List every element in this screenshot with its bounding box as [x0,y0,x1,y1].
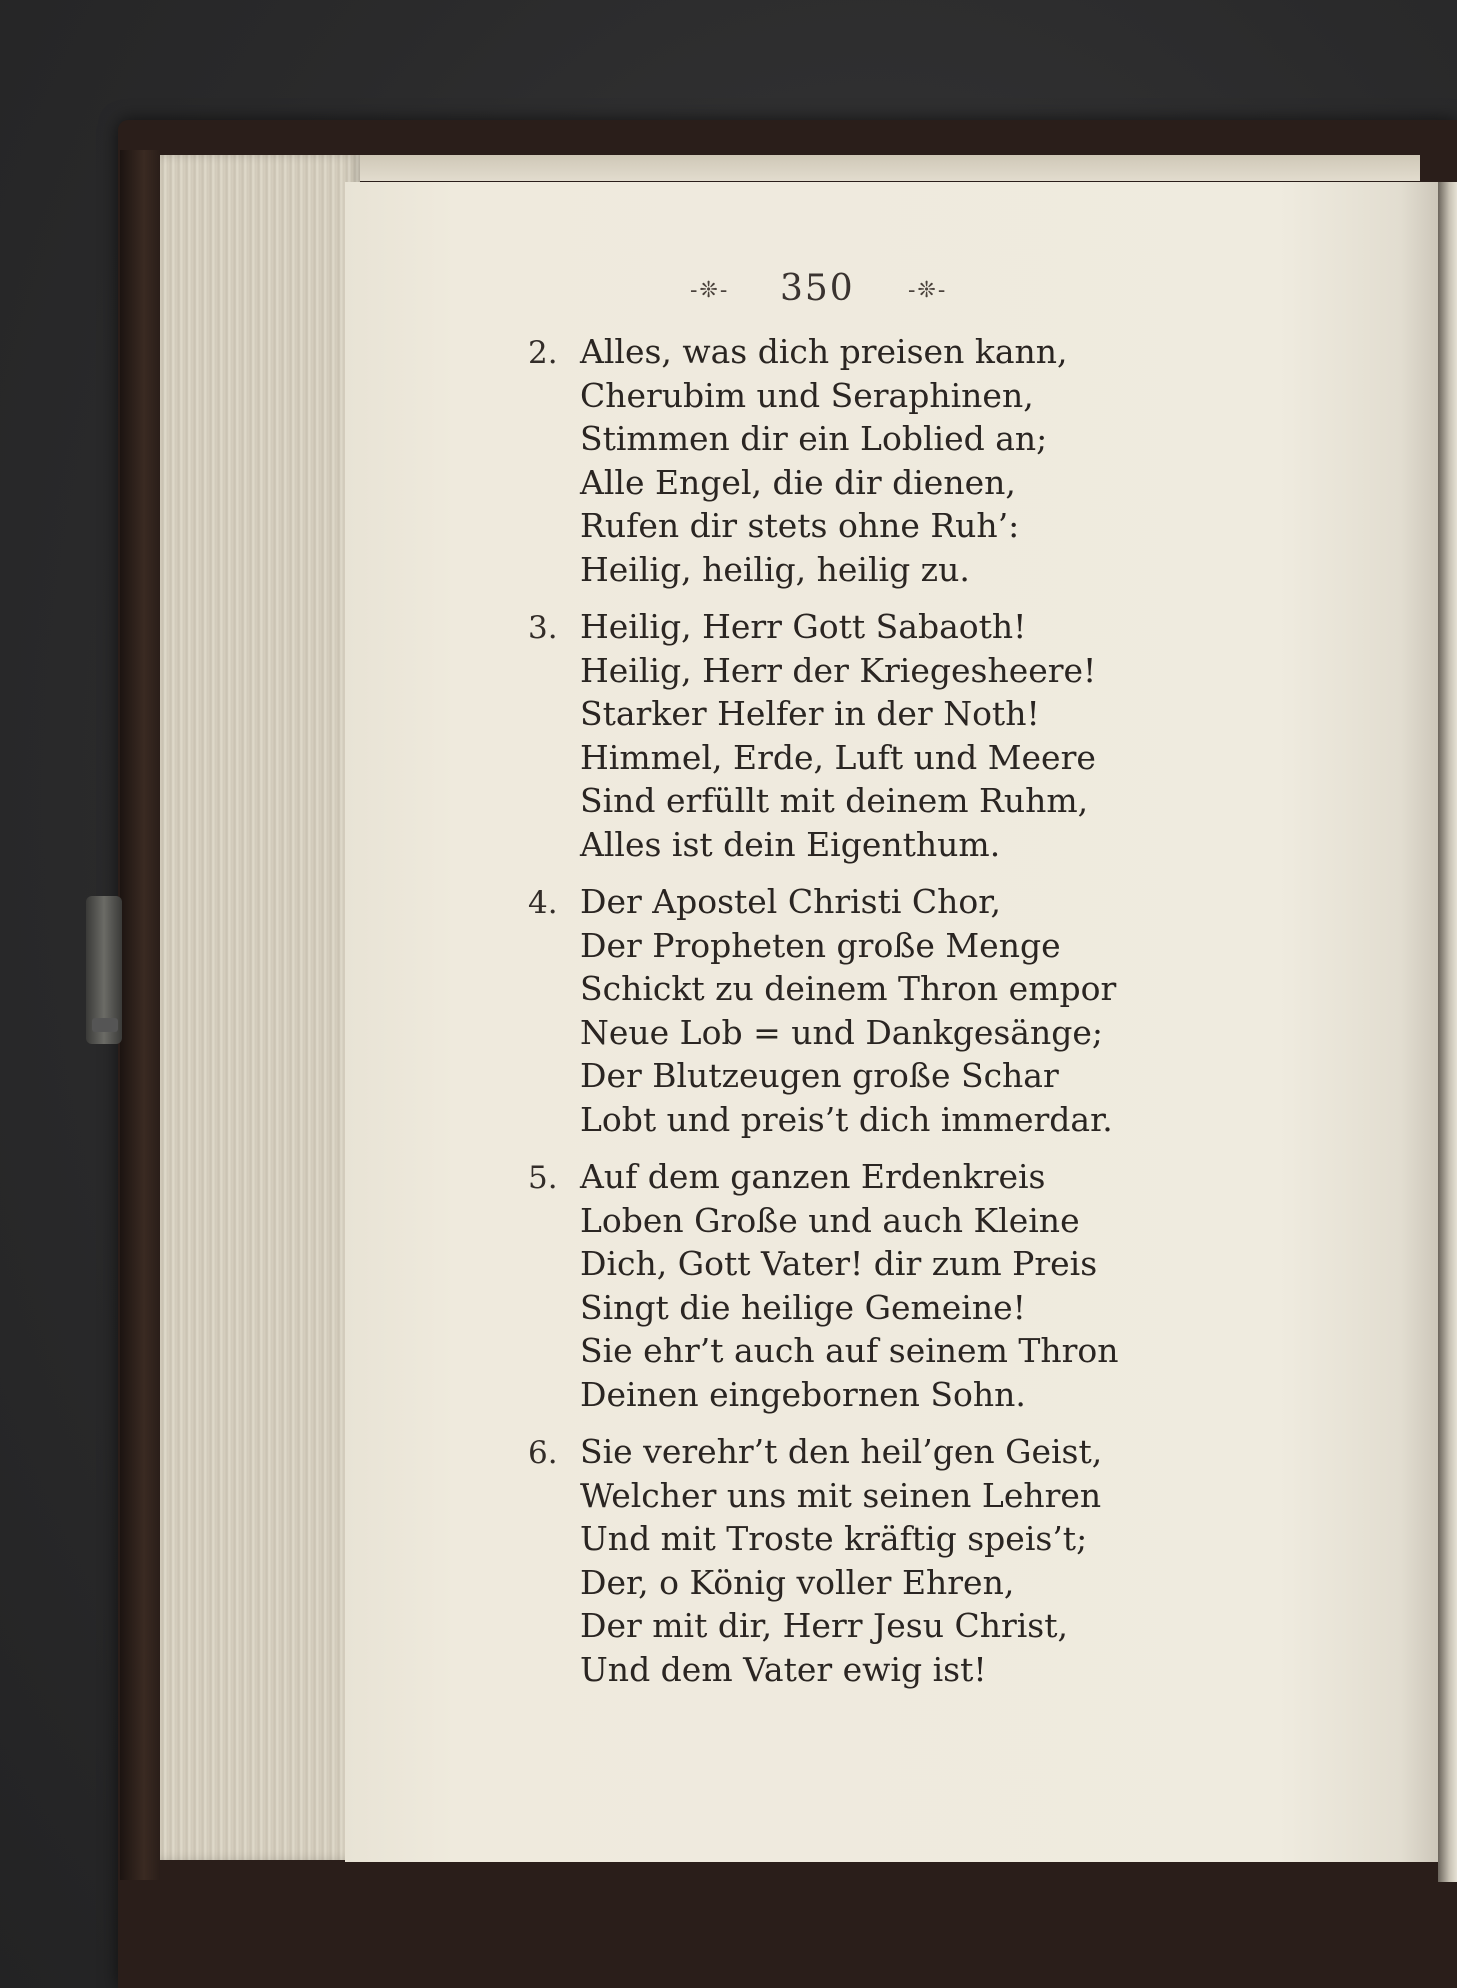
verse-line: Sind erfüllt mit deinem Ruhm, [580,781,1089,820]
verse-line: Cherubim und Seraphinen, [580,375,1034,415]
verse-5 [528,1155,1440,1416]
verse-number: 6. [528,1435,558,1471]
verse-line: Sie ehr’t auch auf seinem Thron [580,1331,1119,1370]
verse-line: Schickt zu deinem Thron empor [580,969,1117,1008]
hymn-text [528,330,1440,1705]
verse-4 [528,880,1440,1141]
page-number: 350 [780,268,855,309]
verse-line: Deinen eingebornen Sohn. [580,1374,1026,1414]
verse-line: Loben Große und auch Kleine [580,1200,1080,1240]
book-spine-edge [120,150,160,1880]
verse-line: Der Apostel Christi Chor, [580,882,1001,921]
verse-line: Der, o König voller Ehren, [580,1562,1015,1602]
verse-line: Und dem Vater ewig ist! [580,1649,987,1689]
page-stack-edges [160,155,360,1860]
verse-line: Rufen dir stets ohne Ruh’: [580,506,1020,545]
verse-2 [528,330,1440,591]
verse-line: Sie verehr’t den heil’gen Geist, [580,1432,1103,1471]
verse-number: 2. [528,335,558,371]
verse-line: Alle Engel, die dir dienen, [580,462,1016,502]
verse-number: 4. [528,885,558,921]
verse-line: Singt die heilige Gemeine! [580,1287,1026,1327]
verse-line: Heilig, Herr der Kriegesheere! [580,650,1097,690]
verse-line: Neue Lob = und Dankgesänge; [580,1012,1104,1052]
verse-line: Heilig, Herr Gott Sabaoth! [580,607,1027,646]
verse-line: Welcher uns mit seinen Lehren [580,1475,1102,1515]
verse-line: Stimmen dir ein Loblied an; [580,419,1048,458]
verse-line: Dich, Gott Vater! dir zum Preis [580,1244,1098,1283]
verse-line: Der Blutzeugen große Schar [580,1056,1059,1095]
verse-6 [528,1430,1440,1691]
verse-line: Alles, was dich preisen kann, [580,332,1068,371]
ornament-left-icon: -❊- [690,278,730,303]
verse-line: Himmel, Erde, Luft und Meere [580,737,1096,777]
verse-line: Starker Helfer in der Noth! [580,694,1040,733]
clasp-hinge-icon [92,1018,118,1032]
verse-line: Der Propheten große Menge [580,925,1061,965]
verse-line: Lobt und preis’t dich immerdar. [580,1099,1113,1139]
verse-number: 5. [528,1160,558,1196]
verse-line: Und mit Troste kräftig speis’t; [580,1519,1088,1558]
verse-line: Der mit dir, Herr Jesu Christ, [580,1606,1068,1645]
verse-number: 3. [528,610,558,646]
page-header [690,268,948,309]
verse-line: Heilig, heilig, heilig zu. [580,549,970,589]
verse-3 [528,605,1440,866]
verse-line: Auf dem ganzen Erdenkreis [580,1157,1046,1196]
verse-line: Alles ist dein Eigenthum. [580,824,1001,864]
page-gutter [1438,182,1457,1882]
ornament-right-icon: -❊- [908,278,948,303]
